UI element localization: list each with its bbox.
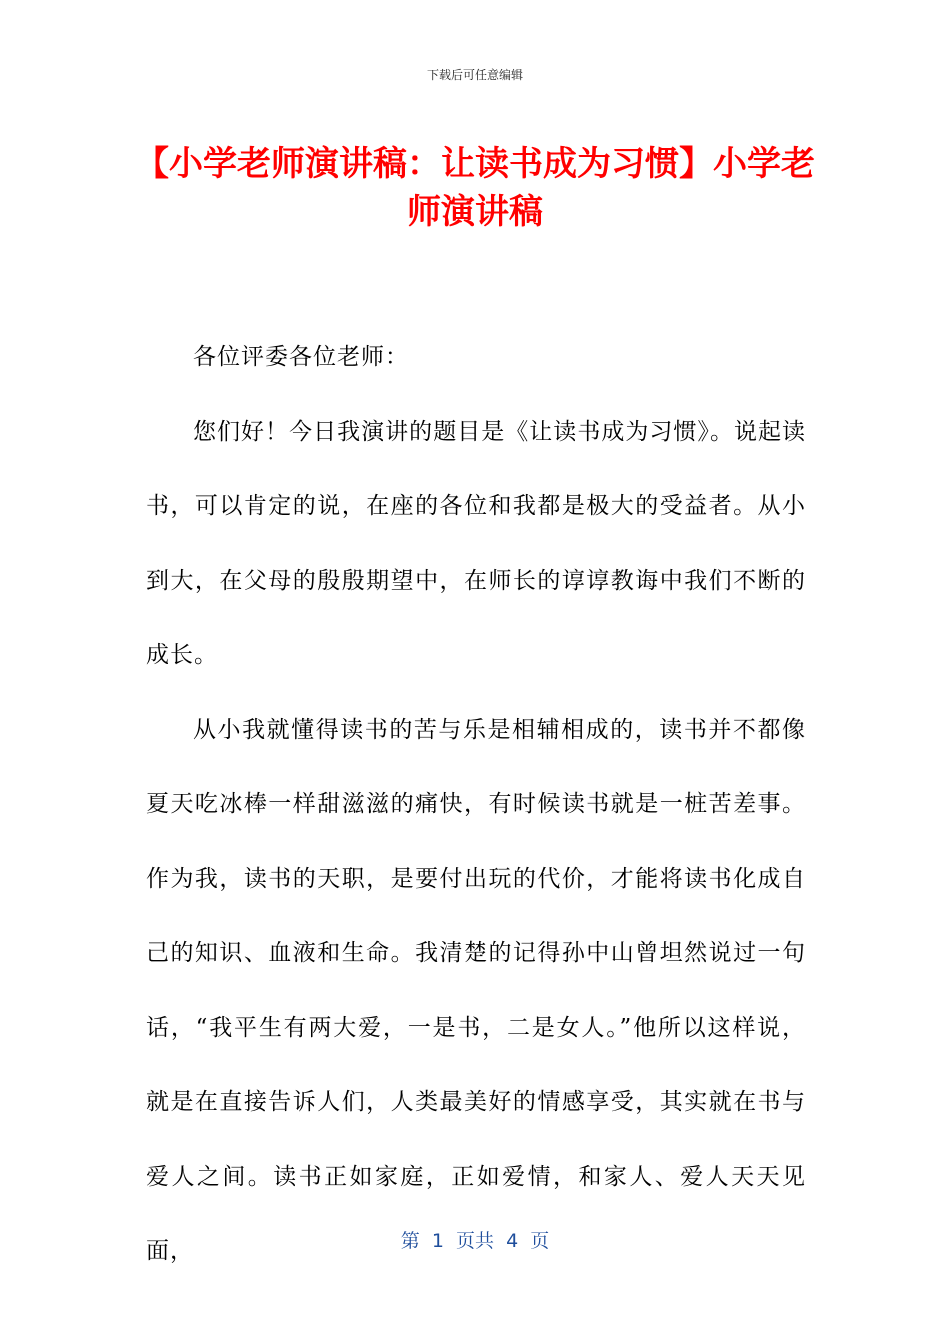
header-note: 下载后可任意编辑 <box>426 68 523 82</box>
document-body <box>146 320 806 1289</box>
document-title: 【小学老师演讲稿：让读书成为习惯】小学老师演讲稿 <box>135 144 815 232</box>
paragraph-2: 从小我就懂得读书的苦与乐是相辅相成的，读书并不都像夏天吃冰棒一样甜滋滋的痛快，有时候读书就是一桩苦差事。作为我，读书的天职，是要付出玩的代价，才能将读书化成自己的知识、血液和生命。我清楚的记得孙中山曾坦然说过一句话，“我平生有两大爱，一是书，二是女人。”他所以这样说，就是在直接告诉人们，人类最美好的情感享受，其实就在书与爱人之间。读书正如家庭，正如爱情，和家人、爱人天天见面， <box>146 716 806 1264</box>
paragraph-1: 您们好！今日我演讲的题目是《让读书成为习惯》。说起读书，可以肯定的说，在座的各位和我都是极大的受益者。从小到大，在父母的殷殷期望中，在师长的谆谆教诲中我们不断的成长。 <box>146 418 806 668</box>
paragraph-salutation: 各位评委各位老师： <box>193 344 409 370</box>
page-footer: 第 1 页共 4 页 <box>400 1230 550 1252</box>
